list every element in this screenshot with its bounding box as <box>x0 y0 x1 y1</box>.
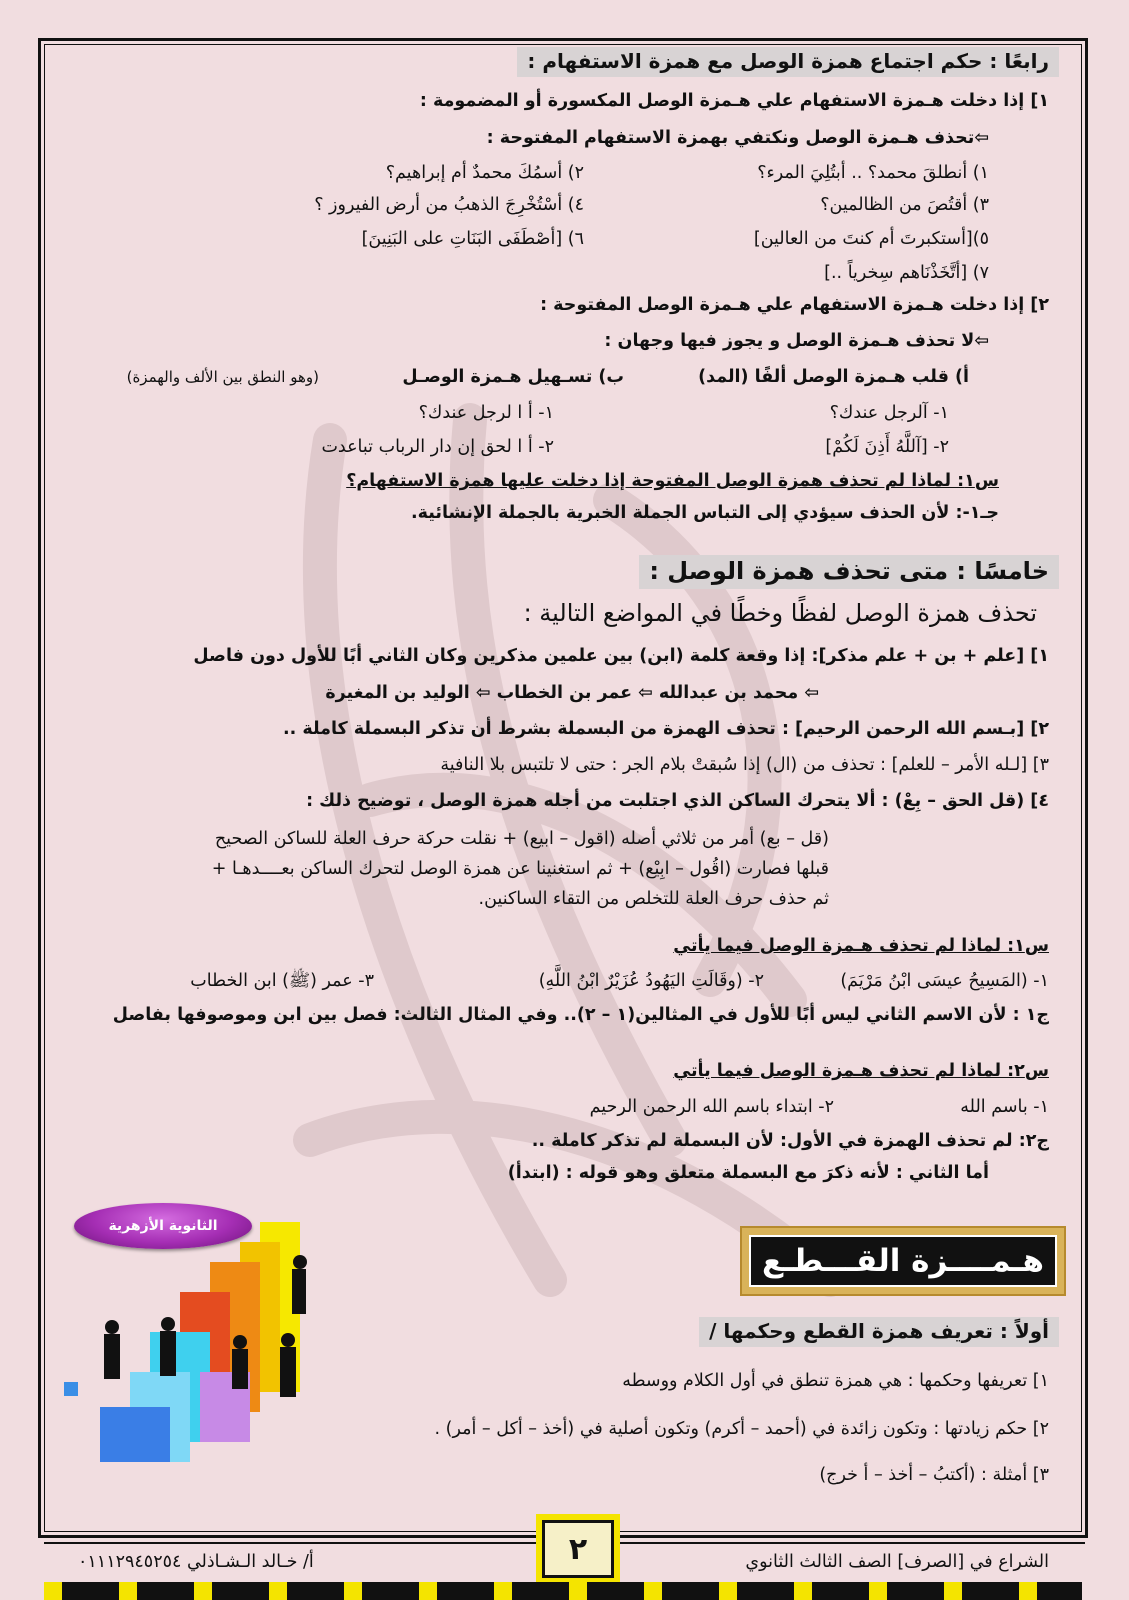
hamza-qat-definition-1: ١] تعريفها وحكمها : هي همزة تنطق في أول الكلام ووسطه <box>622 1371 1049 1391</box>
hamza-qat-heading: هـمــــزة القـــطـع <box>749 1235 1057 1287</box>
case1-heading: ١] إذا دخلت هـمزة الاستفهام علي هـمزة الوصل المكسورة أو المضمومة : <box>419 91 1049 111</box>
rule-2: ٢] [بـسم الله الرحمن الرحيم] : تحذف الهمزة من البسملة بشرط أن تذكر البسملة كاملة .. <box>282 719 1049 739</box>
hamza-qat-definition-3: ٣] أمثلة : (أكتبُ – أخذ – أ خرج) <box>819 1465 1049 1485</box>
case2-b-example-2: ٢- أ ا لحق إن دار الرباب تباعدت <box>321 437 554 457</box>
question-2-example-2: ٢- ابتداء باسم الله الرحمن الرحيم <box>589 1097 834 1117</box>
page-number: ٢ <box>542 1520 614 1578</box>
hamza-qat-subheading: أولاً : تعريف همزة القطع وحكمها / <box>699 1320 1059 1342</box>
question-1: س١: لماذا لم تحذف هـمزة الوصل فيما يأتي <box>673 936 1049 956</box>
case2-option-a: أ) قلب هـمزة الوصل ألفًا (المد) <box>698 367 969 387</box>
case2-option-b: ب) تسـهيل هـمزة الوصـل <box>402 367 624 387</box>
answer-2-line-1: ج٢: لم تحذف الهمزة في الأول: لأن البسملة لم تذكر كاملة .. <box>531 1131 1049 1151</box>
question-1-example-2: ٢- (وقَالَتِ اليَهُودُ عُزَيْرٌ ابْنُ اللَّهِ) <box>538 971 764 991</box>
footer-decorative-strip <box>44 1582 1082 1600</box>
question-1-example-3: ٣- عمر (ﷺ) ابن الخطاب <box>190 971 374 991</box>
rule-3: ٣] [لـله الأمر – للعلم] : تحذف من (ال) إذا سُبقتْ بلام الجر : حتى لا تلتبس بلا النافية <box>440 755 1049 775</box>
section5-subtitle: تحذف همزة الوصل لفظًا وخطًا في المواضع التالية : <box>523 599 1037 627</box>
footer-author: أ/ خـالد الـشـاذلي ٠١١١٢٩٤٥٢٥٤ <box>78 1552 314 1572</box>
answer-2-line-2: أما الثاني : لأنه ذكرَ مع البسملة متعلق وهو قوله : (ابتدأ) <box>507 1163 989 1183</box>
rule-1-examples: ⇦ محمد بن عبدالله ⇦ عمر بن الخطاب ⇦ الوليد بن المغيرة <box>325 683 819 703</box>
case1-example-5: ٥)[أستكبرتَ أم كنتَ من العالين] <box>753 229 989 249</box>
hamza-qat-heading-box <box>740 1226 1066 1296</box>
case2-b-example-1: ١- أ ا لرجل عندك؟ <box>418 403 554 423</box>
section5-title: خامسًا : متى تحذف همزة الوصل : <box>639 560 1059 582</box>
question-2: س٢: لماذا لم تحذف هـمزة الوصل فيما يأتي <box>673 1061 1049 1081</box>
rule-4-line-1: (قل – بع) أمر من ثلاثي أصله (اقول – ابيع) + نقلت حركة حرف العلة للساكن الصحيح <box>214 829 829 849</box>
footer-book-title: الشراع في [الصرف] الصف الثالث الثانوي <box>745 1552 1049 1572</box>
question-2-example-1: ١- باسم الله <box>960 1097 1049 1117</box>
stairs-illustration <box>60 1222 340 1472</box>
case1-example-6: ٦) [أصْطَفَى البَنَاتِ على البَنِينَ] <box>361 229 584 249</box>
case1-example-4: ٤) أسْتُخْرِجَ الذهبُ من أرض الفيروز ؟ <box>314 195 584 215</box>
case2-a-example-1: ١- آلرجل عندك؟ <box>829 403 949 423</box>
case1-example-7: ٧) [أتَّخَذْنَاهم سِخرياً ..] <box>824 263 989 283</box>
case1-rule: ⇦تحذف هـمزة الوصل ونكتفي بهمزة الاستفهام المفتوحة : <box>486 128 989 148</box>
case2-rule: ⇦لا تحذف هـمزة الوصل و يجوز فيها وجهان : <box>604 331 989 351</box>
case1-example-2: ٢) أسمُكَ محمدٌ أم إبراهيم؟ <box>385 163 584 183</box>
rule-4: ٤] (قل الحق – بِعْ) : ألا يتحرك الساكن الذي اجتلبت من أجله همزة الوصل ، توضيح ذلك : <box>306 791 1049 811</box>
school-badge: الثانوية الأزهرية <box>74 1203 252 1249</box>
case2-option-b-note: (وهو النطق بين الألف والهمزة) <box>126 368 319 386</box>
rule-1: ١] [علم + بن + علم مذكر]: إذا وقعة كلمة (ابن) بين علمين مذكرين وكان الثاني أبًا للأول دون فاصل <box>193 646 1049 666</box>
rule-4-line-3: ثم حذف حرف العلة للتخلص من التقاء الساكنين. <box>478 889 829 909</box>
section4-title: رابعًا : حكم اجتماع همزة الوصل مع همزة الاستفهام : <box>517 50 1059 72</box>
case2-a-example-2: ٢- [آللَّهُ أَذِنَ لَكُمْ] <box>825 437 949 457</box>
answer-1: ج١ : لأن الاسم الثاني ليس أبًا للأول في المثالين(١ – ٢).. وفي المثال الثالث: فصل بين ابن وموصوفها بفاصل <box>112 1005 1049 1025</box>
case2-answer: جـ١-: لأن الحذف سيؤدي إلى التباس الجملة الخبرية بالجملة الإنشائية. <box>411 503 999 523</box>
hamza-qat-definition-2: ٢] حكم زيادتها : وتكون زائدة في (أحمد – أكرم) وتكون أصلية في (أخذ – أكل – أمر) . <box>434 1419 1049 1439</box>
case1-example-1: ١) أنطلقَ محمد؟ .. أبتُلِيَ المرء؟ <box>757 163 989 183</box>
case2-question: س١: لماذا لم تحذف همزة الوصل المفتوحة إذا دخلت عليها همزة الاستفهام؟ <box>346 471 999 491</box>
case2-heading: ٢] إذا دخلت هـمزة الاستفهام علي هـمزة الوصل المفتوحة : <box>540 295 1049 315</box>
rule-4-line-2: قبلها فصارت (اقُول – ابِيْع) + ثم استغنينا عن همزة الوصل لتحرك الساكن بعــــدهـا + <box>211 859 829 879</box>
question-1-example-1: ١- (المَسِيحُ عيسَى ابْنُ مَرْيَمَ) <box>840 971 1049 991</box>
page-number-box <box>536 1514 620 1584</box>
case1-example-3: ٣) أقتُصَ من الظالمين؟ <box>820 195 989 215</box>
